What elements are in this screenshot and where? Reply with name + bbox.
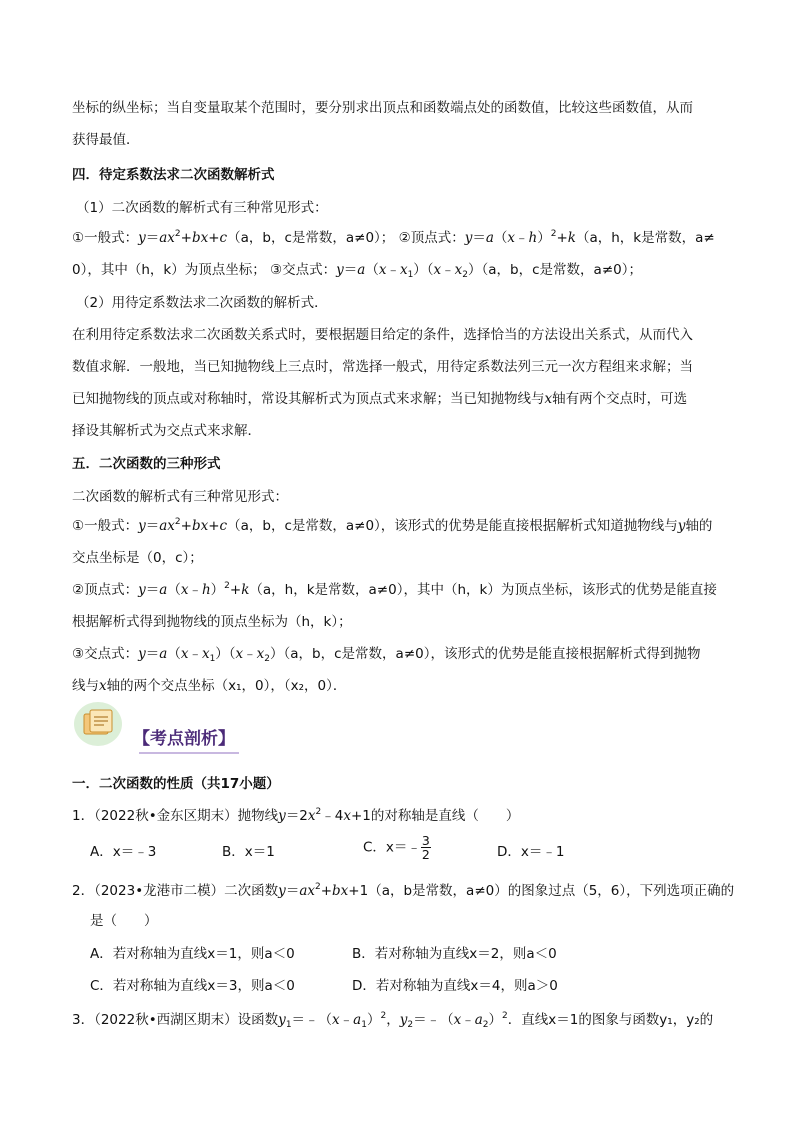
paragraph-line	[72, 677, 346, 695]
fraction: $\frac{3}{2}$	[421, 833, 430, 863]
formula-vertex: y＝a（x﹣h）$^2$+k	[138, 581, 250, 598]
option-b[interactable]: B．x＝1	[222, 844, 275, 860]
formula-general: $y=ax^2+bx+c$	[138, 229, 228, 246]
label-text: （a，h，k是常数，a≠	[575, 230, 715, 246]
paragraph-line: 二次函数的解析式有三种常见形式：	[72, 489, 288, 505]
paragraph-line: 在利用待定系数法求二次函数关系式时，要根据题目给定的条件，选择恰当的方法设出关系式，从而代入	[72, 327, 693, 343]
question-3	[72, 1011, 713, 1029]
label-text: ②顶点式：	[72, 582, 139, 598]
variable: x	[99, 678, 107, 694]
section-heading-4: 四．待定系数法求二次函数解析式	[72, 167, 275, 183]
question-1	[72, 807, 519, 825]
text: （a，b，c是常数，a≠0），该形式的优势是能直接根据解析式知道抛物线与	[227, 518, 678, 534]
paragraph-line: 坐标的纵坐标；当自变量取某个范围时，要分别求出顶点和函数端点处的函数值，比较这些函数值，从而	[72, 100, 693, 116]
variable: y	[677, 518, 686, 534]
formula-line	[72, 581, 717, 599]
sub-heading: （1）二次函数的解析式有三种常见形式：	[76, 200, 328, 216]
label-text: ③交点式：	[72, 646, 139, 662]
question-text: 的对称轴是直线（ ）	[370, 808, 520, 824]
option-d[interactable]: D．x＝﹣1	[497, 844, 565, 860]
text: （a，h，k是常数，a≠0），其中（h，k）为顶点坐标，该形式的优势是能直接	[249, 582, 717, 598]
option-c[interactable]: C．若对称轴为直线x＝3，则a＜0	[90, 978, 295, 994]
exercise-section-title: 一．二次函数的性质（共17小题）	[72, 776, 280, 792]
section-banner: 【考点剖析】	[133, 729, 235, 749]
paragraph-line: 根据解析式得到抛物线的顶点坐标为（h，k）；	[72, 614, 352, 630]
formula-general: $y=ax^2+bx+c$	[138, 517, 228, 534]
option-b[interactable]: B．若对称轴为直线x＝2，则a＜0	[352, 946, 557, 962]
option-a[interactable]: A．x＝﹣3	[90, 844, 157, 860]
sub-heading: （2）用待定系数法求二次函数的解析式．	[76, 295, 328, 311]
section-heading-5: 五．二次函数的三种形式	[72, 456, 221, 472]
formula-line	[72, 645, 700, 663]
option-d[interactable]: D．若对称轴为直线x＝4，则a＞0	[352, 978, 558, 994]
question-text: 1．（2022秋•金东区期末）抛物线	[72, 808, 279, 824]
text: 线与	[72, 678, 99, 694]
question-text: 3．（2022秋•西湖区期末）设函数	[72, 1012, 279, 1028]
label-text: ①一般式：	[72, 518, 139, 534]
formula: $y=2x^2﹣4x+1$	[278, 807, 371, 824]
paragraph-line: 择设其解析式为交点式来求解．	[72, 423, 261, 439]
label-text: （a，b，c是常数，a≠0）； ②顶点式：	[227, 230, 465, 246]
formula-intercept: $y=a(x﹣x_1)(x﹣x_2)$	[336, 262, 482, 280]
text: （a，b，c是常数，a≠0），该形式的优势是能直接根据解析式得到抛物	[283, 646, 701, 662]
question-text: （a，b是常数，a≠0）的图象过点（5，6），下列选项正确的	[368, 883, 735, 899]
formula-line	[72, 517, 712, 535]
formula-line	[72, 261, 642, 279]
option-a[interactable]: A．若对称轴为直线x＝1，则a＜0	[90, 946, 295, 962]
variable: x	[544, 391, 553, 407]
text: 轴有两个交点时，可选	[552, 391, 688, 407]
formula-vertex: y＝a（x﹣h）$^2$+k	[464, 229, 576, 246]
label-text: ①一般式：	[72, 230, 139, 246]
formula-line	[72, 229, 715, 247]
paragraph-line	[72, 390, 687, 408]
paragraph-line: 数值求解．一般地，当已知抛物线上三点时，常选择一般式，用待定系数法列三元一次方程组来求解；当	[72, 359, 693, 375]
notes-icon	[72, 700, 124, 748]
formula: $y_1=﹣(x﹣a_1)^2$，$y_2=﹣(x﹣a_2)^2$	[278, 1011, 508, 1030]
text: 轴的	[685, 518, 713, 534]
label-text: 0），其中（h，k）为顶点坐标； ③交点式：	[72, 262, 337, 278]
question-text: ．直线x＝1的图象与函数y₁，y₂的	[507, 1012, 714, 1028]
question-text: 是（ ）	[90, 913, 158, 929]
paragraph-line: 获得最值．	[72, 132, 140, 148]
question-2	[72, 882, 734, 900]
text: 轴的两个交点坐标（x₁，0），（x₂，0）．	[106, 678, 347, 694]
option-text: C．x＝﹣	[363, 839, 421, 856]
question-text: 2．（2023•龙港市二模）二次函数	[72, 883, 279, 899]
formula-intercept: $y=a(x﹣x_1)(x﹣x_2)$	[138, 646, 284, 664]
paragraph-line: 交点坐标是（0，c）；	[72, 550, 203, 566]
option-c[interactable]	[363, 834, 431, 861]
text: 已知抛物线的顶点或对称轴时，常设其解析式为顶点式来求解；当已知抛物线与	[72, 391, 545, 407]
formula: $y=ax^2+bx+1$	[278, 882, 369, 899]
label-text: （a，b，c是常数，a≠0）；	[481, 262, 642, 278]
